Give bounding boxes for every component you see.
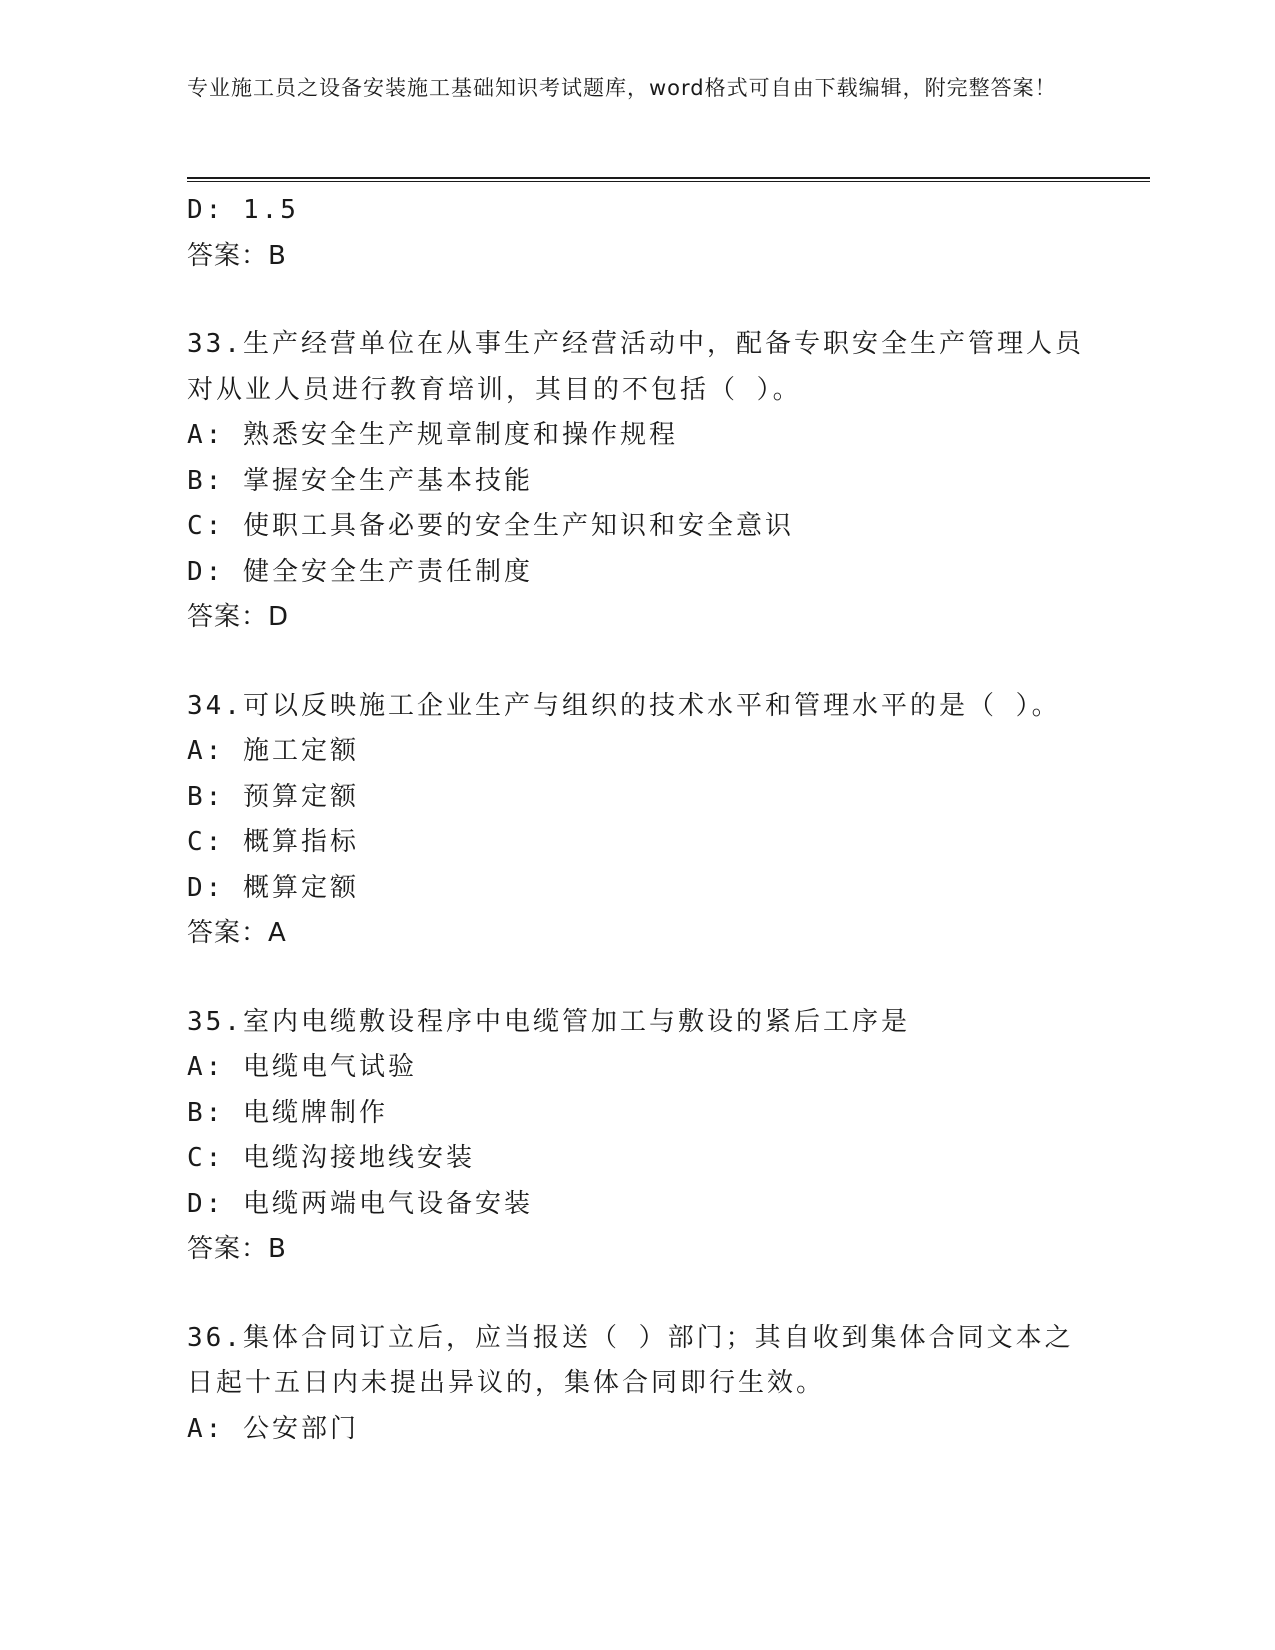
option-a: A: 电缆电气试验	[187, 1052, 417, 1082]
option-c: C: 电缆沟接地线安装	[187, 1143, 475, 1173]
question-stem: 对从业人员进行教育培训，其目的不包括（ ）。	[187, 374, 802, 405]
spacer	[187, 957, 1150, 1000]
option-a: A: 施工定额	[187, 736, 359, 766]
header-title: 专业施工员之设备安装施工基础知识考试题库，word格式可自由下载编辑，附完整答案！	[187, 76, 1057, 100]
question-stem: 日起十五日内未提出异议的，集体合同即行生效。	[187, 1368, 826, 1398]
document-header	[187, 70, 1067, 107]
option-d: D: 概算定额	[187, 872, 359, 903]
option-b: B: 掌握安全生产基本技能	[187, 465, 533, 496]
option-b: B: 电缆牌制作	[187, 1097, 388, 1128]
option-a: A: 公安部门	[187, 1413, 359, 1444]
question-stem: 36.集体合同订立后，应当报送（ ）部门；其自收到集体合同文本之	[187, 1322, 1074, 1353]
question-list	[187, 188, 1150, 1452]
answer-line: 答案：B	[187, 1234, 287, 1264]
header-divider	[187, 177, 1150, 182]
question-stem: 35.室内电缆敷设程序中电缆管加工与敷设的紧后工序是	[187, 1006, 910, 1037]
option-d: D: 健全安全生产责任制度	[187, 556, 533, 587]
answer-line: 答案：B	[187, 240, 287, 271]
question-carryover	[187, 188, 1150, 279]
spacer	[187, 279, 1150, 322]
question-stem: 34.可以反映施工企业生产与组织的技术水平和管理水平的是（ ）。	[187, 690, 1061, 721]
answer-line: 答案：A	[187, 918, 287, 948]
option-b: B: 预算定额	[187, 781, 359, 812]
option-d: D: 1.5	[187, 195, 299, 225]
question-34	[187, 684, 1150, 957]
option-a: A: 熟悉安全生产规章制度和操作规程	[187, 420, 678, 450]
spacer	[187, 641, 1150, 684]
question-35	[187, 1000, 1150, 1273]
option-c: C: 使职工具备必要的安全生产知识和安全意识	[187, 511, 794, 541]
question-36	[187, 1316, 1150, 1453]
option-d: D: 电缆两端电气设备安装	[187, 1188, 533, 1219]
spacer	[187, 1273, 1150, 1316]
question-stem: 33.生产经营单位在从事生产经营活动中，配备专职安全生产管理人员	[187, 329, 1084, 359]
option-c: C: 概算指标	[187, 827, 359, 857]
answer-line: 答案：D	[187, 602, 290, 632]
question-33	[187, 322, 1150, 641]
